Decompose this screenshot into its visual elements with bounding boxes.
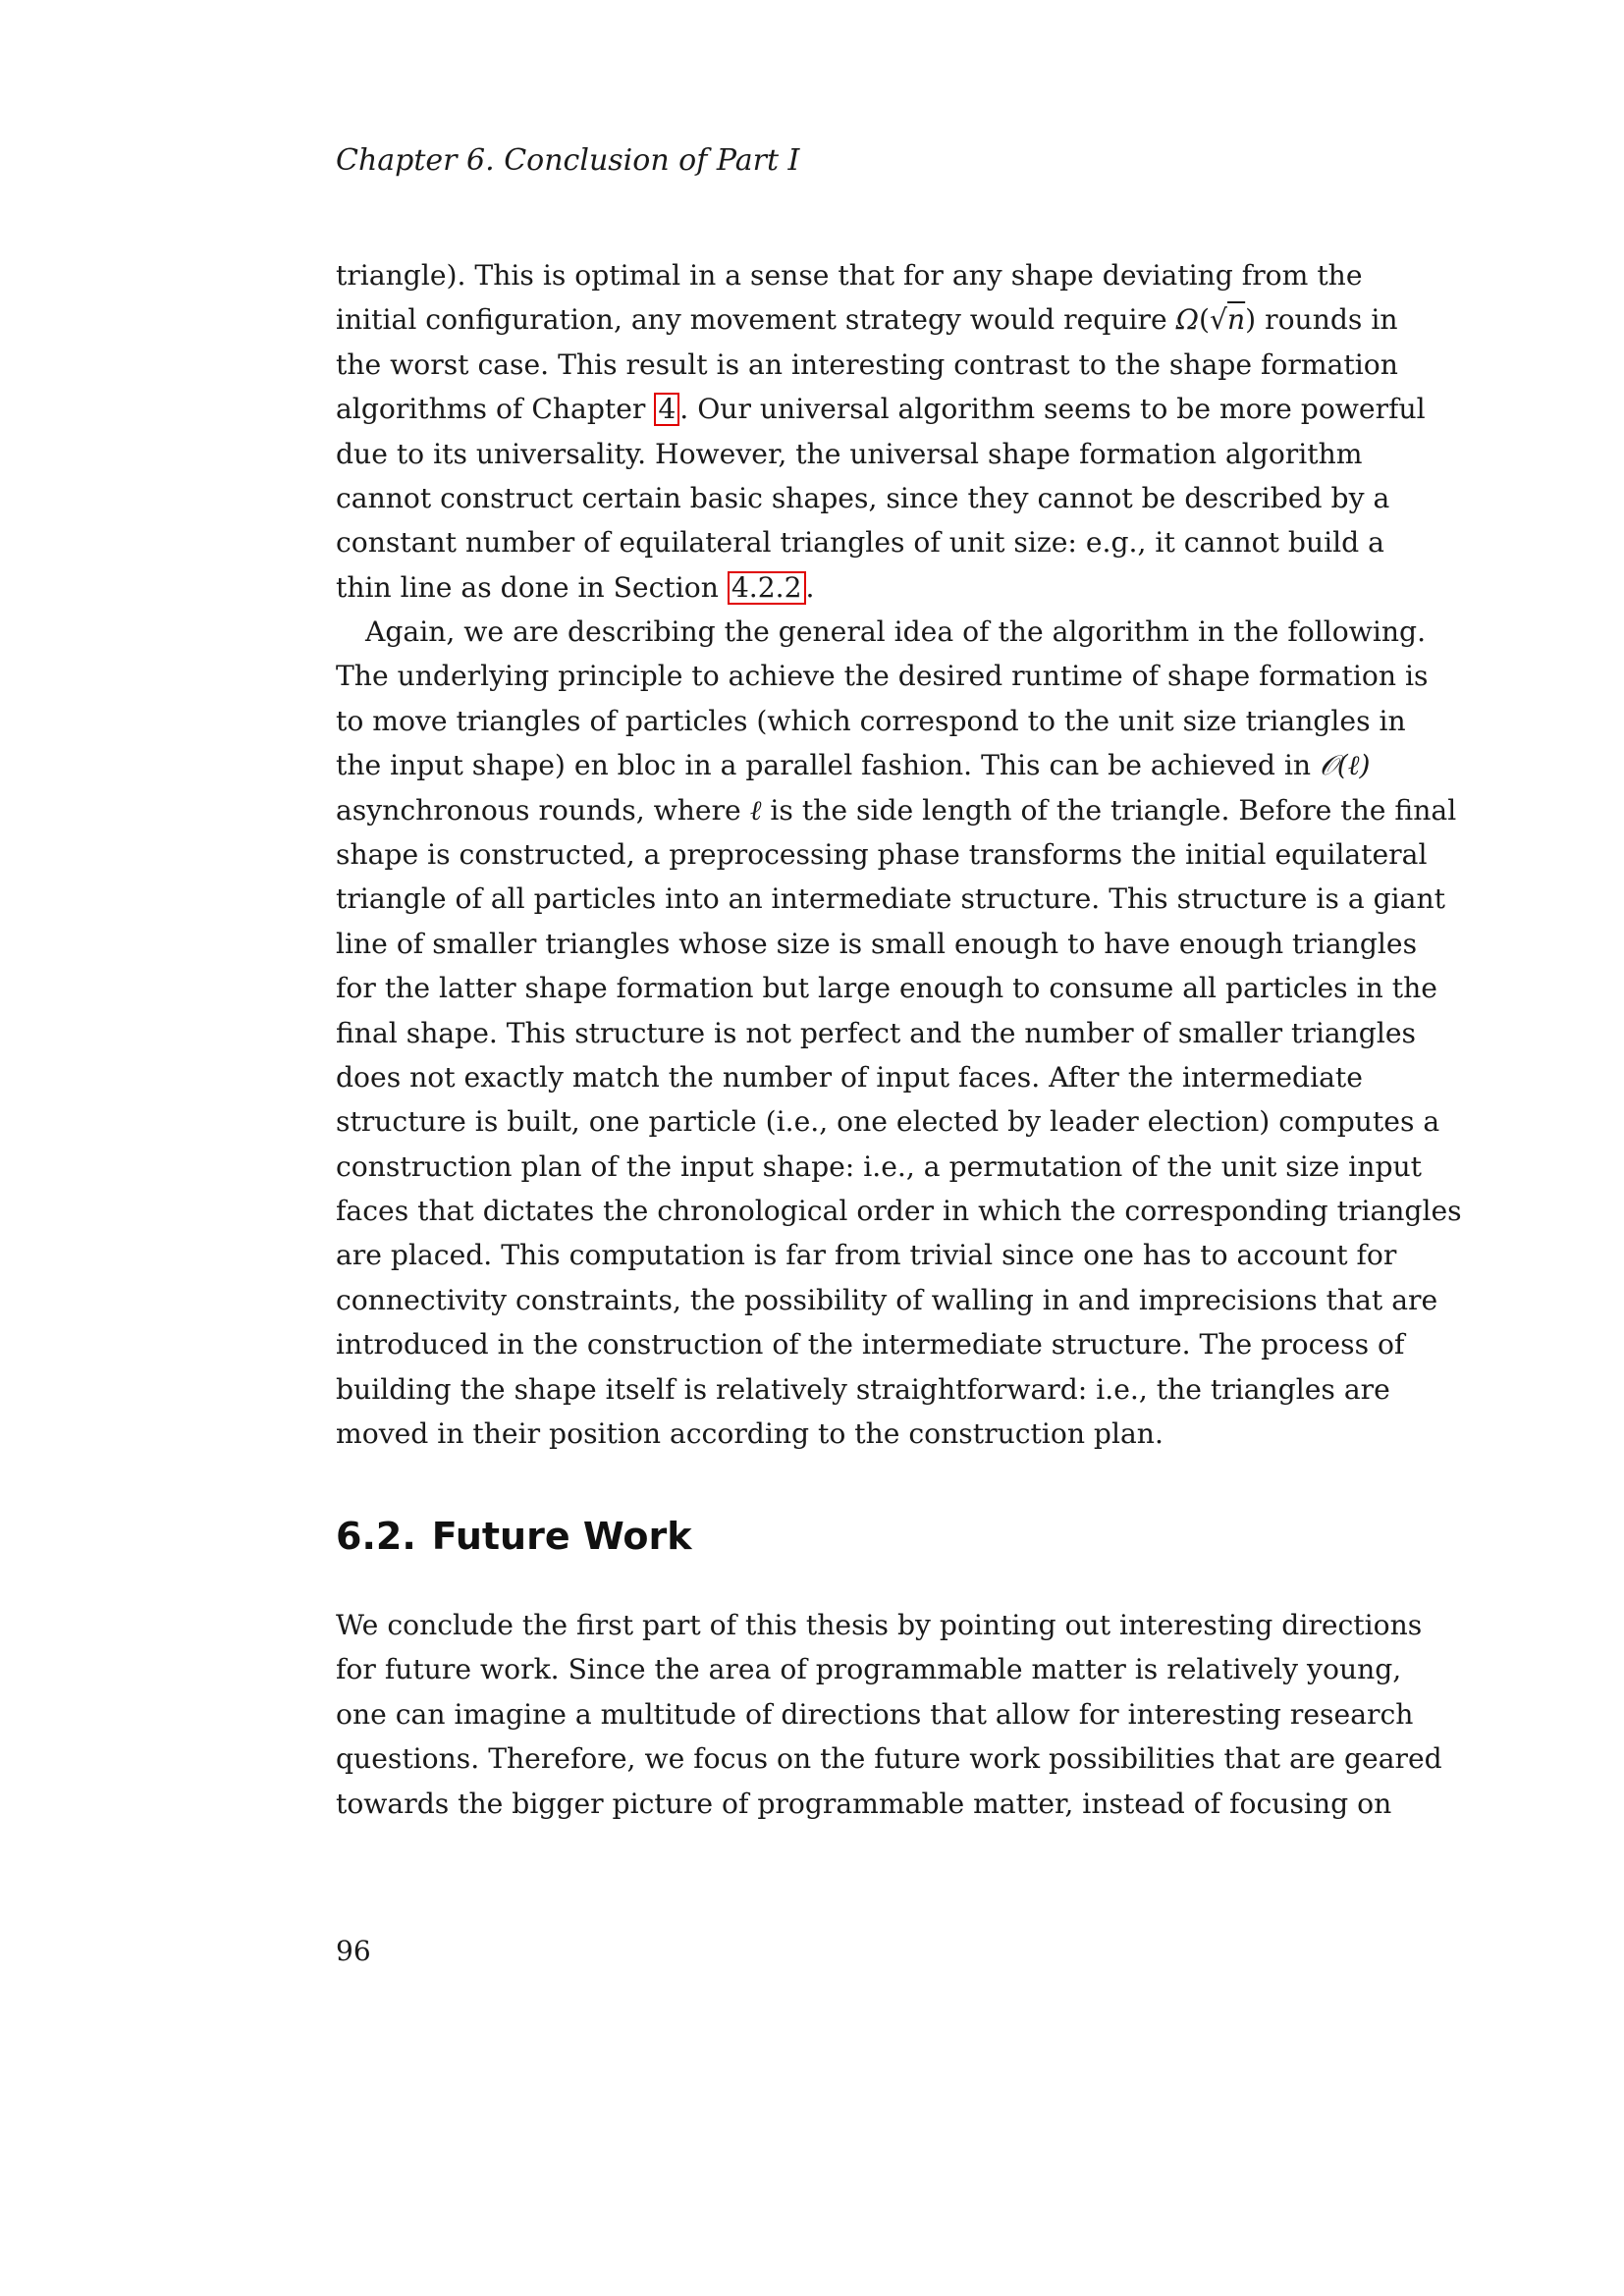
text-line: We conclude the first part of this thesis by pointing out interesting directions	[336, 1609, 1423, 1641]
text-line: due to its universality. However, the universal shape formation algorithm	[336, 437, 1363, 470]
text-line: introduced in the construction of the intermediate structure. The process of	[336, 1328, 1405, 1362]
text-line: faces that dictates the chronological order in which the corresponding triangles	[336, 1195, 1462, 1228]
math-n: n	[1227, 303, 1246, 337]
text-line: cannot construct certain basic shapes, since they cannot be described by a	[336, 481, 1390, 514]
text-line: structure is built, one particle (i.e., one elected by leader election) computes a	[336, 1105, 1440, 1139]
section-reference-link[interactable]: 4.2.2	[728, 571, 806, 605]
page-number: 96	[336, 1935, 371, 1967]
text-line: for the latter shape formation but large enough to consume all particles in the	[336, 972, 1437, 1005]
text-line: one can imagine a multitude of directions that allow for interesting research	[336, 1697, 1414, 1731]
text-line: are placed. This computation is far from trivial since one has to account for	[336, 1239, 1397, 1272]
text-line: towards the bigger picture of programmable matter, instead of focusing on	[336, 1787, 1392, 1820]
big-o-expression: 𝒪(ℓ)	[1320, 749, 1371, 782]
text-line: the worst case. This result is an interesting contrast to the shape formation	[336, 347, 1398, 381]
text-line: for future work. Since the area of programmable matter is relatively young,	[336, 1653, 1402, 1686]
text-line: building the shape itself is relatively straightforward: i.e., the triangles are	[336, 1372, 1390, 1406]
section-number: 6.2.	[336, 1515, 416, 1558]
text-line: to move triangles of particles (which correspond to the unit size triangles in	[336, 704, 1406, 737]
text-line: initial configuration, any movement strategy would require Ω(√n) rounds in	[336, 303, 1398, 337]
text-line: constant number of equilateral triangles of unit size: e.g., it cannot build a	[336, 526, 1384, 560]
text-line: thin line as done in Section 4.2.2 .	[336, 570, 815, 604]
text-line: moved in their position according to the construction plan.	[336, 1417, 1164, 1451]
text-line: algorithms of Chapter 4 . Our universal algorithm seems to be more powerful	[336, 393, 1426, 426]
text-line: connectivity constraints, the possibility of walling in and imprecisions that are	[336, 1283, 1438, 1316]
running-header: Chapter 6. Conclusion of Part I	[336, 143, 800, 178]
text-line: shape is constructed, a preprocessing phase transforms the initial equilateral	[336, 837, 1428, 871]
paragraph-3	[336, 1603, 1442, 1826]
paragraph-1	[336, 253, 1426, 610]
text-line: triangle). This is optimal in a sense that for any shape deviating from the	[336, 259, 1363, 292]
text-line: triangle of all particles into an intermediate structure. This structure is a giant	[336, 882, 1445, 916]
section-heading	[336, 1512, 692, 1561]
text-line: Again, we are describing the general idea of the algorithm in the following.	[365, 615, 1427, 648]
text-line: line of smaller triangles whose size is small enough to have enough triangles	[336, 927, 1418, 960]
section-title: Future Work	[431, 1515, 692, 1558]
text-line: questions. Therefore, we focus on the future work possibilities that are geared	[336, 1742, 1442, 1776]
text-line: construction plan of the input shape: i.e., a permutation of the unit size input	[336, 1149, 1422, 1183]
chapter-reference-link[interactable]: 4	[654, 393, 679, 426]
paragraph-2	[336, 610, 1462, 1456]
text-line: the input shape) en bloc in a parallel fashion. This can be achieved in 𝒪(ℓ)	[336, 749, 1371, 782]
ell-symbol: ℓ	[749, 793, 762, 827]
text-line: does not exactly match the number of input faces. After the intermediate	[336, 1060, 1363, 1094]
text-line: asynchronous rounds, where ℓ is the side length of the triangle. Before the final	[336, 793, 1457, 827]
text-line: final shape. This structure is not perfect and the number of smaller triangles	[336, 1016, 1417, 1049]
omega-symbol: Ω	[1175, 303, 1200, 337]
text-line: The underlying principle to achieve the desired runtime of shape formation is	[336, 660, 1429, 693]
